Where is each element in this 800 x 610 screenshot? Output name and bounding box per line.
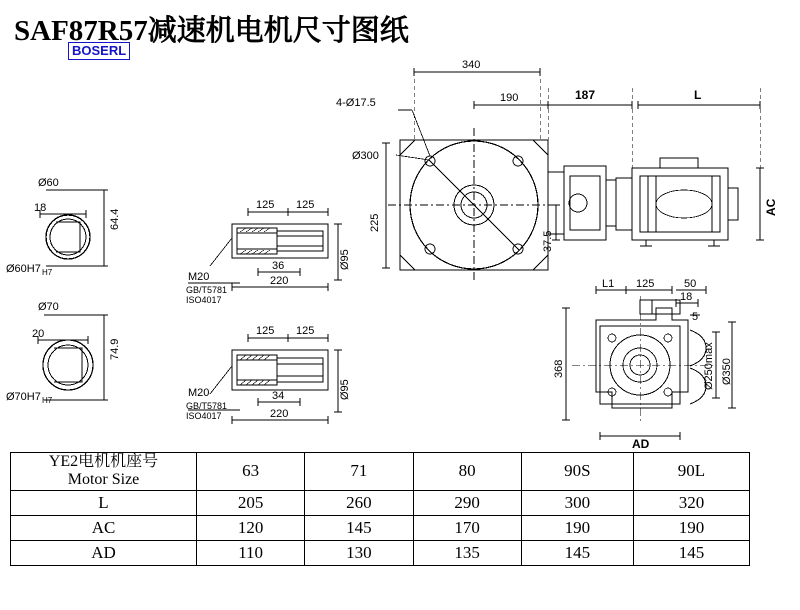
cell-AC-2: 170	[413, 515, 521, 540]
cell-L-3: 300	[521, 490, 633, 515]
label-5: 5	[692, 311, 699, 323]
label-d95-a: Ø95	[339, 249, 351, 270]
table-header-label	[11, 453, 197, 491]
page-title: SAF87R57减速机电机尺寸图纸	[14, 15, 409, 47]
cell-AC-4: 190	[633, 515, 749, 540]
logo-boserl: BOSERL	[68, 42, 130, 60]
motor-side-view	[616, 158, 764, 246]
label-iso-a: ISO4017	[186, 295, 222, 305]
row-label-AD: AD	[11, 540, 197, 565]
label-d300: Ø300	[352, 150, 379, 162]
label-50: 50	[684, 278, 697, 290]
label-d250max: Ø250max	[703, 342, 715, 390]
cell-AD-2: 135	[413, 540, 521, 565]
label-d70h7: Ø70H7	[6, 391, 41, 403]
table-header-row	[11, 453, 750, 491]
label-125-a: 125	[256, 199, 275, 211]
cell-AD-0: 110	[197, 540, 305, 565]
table-header-size-1: 71	[305, 453, 413, 491]
label-225: 225	[369, 213, 381, 232]
label-iso-b: ISO4017	[186, 411, 222, 421]
label-36: 36	[272, 260, 285, 272]
table-header-size-0: 63	[197, 453, 305, 491]
label-125-c: 125	[256, 325, 275, 337]
top-dimensions	[414, 68, 760, 178]
table-row	[11, 540, 750, 565]
svg-text:H7: H7	[42, 268, 53, 277]
label-220-a: 220	[270, 275, 289, 287]
table-header-label-cn: YE2电机机座号	[48, 453, 159, 470]
label-d350: Ø350	[721, 358, 733, 385]
label-4-holes: 4-Ø17.5	[336, 97, 376, 109]
left-dimensions	[382, 143, 560, 268]
cell-AD-1: 130	[305, 540, 413, 565]
cell-L-1: 260	[305, 490, 413, 515]
gearbox-input-adapter	[548, 166, 616, 240]
table-header-size-4: 90L	[633, 453, 749, 491]
cell-AC-3: 190	[521, 515, 633, 540]
label-d60h7: Ø60H7	[6, 263, 41, 275]
hollow-shaft-assembly-upper	[188, 208, 342, 291]
label-key18: 18	[34, 202, 47, 214]
table-header-size-2: 80	[413, 453, 521, 491]
label-L: L	[694, 88, 702, 102]
svg-text:H7: H7	[42, 396, 53, 405]
label-key20: 20	[32, 328, 45, 340]
label-125-e: 125	[636, 278, 655, 290]
label-368: 368	[553, 359, 565, 378]
label-h64-4: 64.4	[109, 208, 121, 230]
label-187: 187	[575, 88, 596, 102]
label-h74-9: 74.9	[109, 338, 121, 360]
label-AD: AD	[632, 437, 650, 451]
label-d95-b: Ø95	[339, 379, 351, 400]
label-190: 190	[500, 92, 519, 104]
table-header-label-en: Motor Size	[67, 471, 140, 489]
label-AC: AC	[764, 198, 778, 216]
label-m20-a: M20	[188, 271, 210, 283]
label-18: 18	[680, 291, 693, 303]
label-220-b: 220	[270, 408, 289, 420]
cell-AC-0: 120	[197, 515, 305, 540]
label-m20-b: M20	[188, 387, 210, 399]
label-d70: Ø70	[38, 301, 59, 313]
cell-AD-4: 145	[633, 540, 749, 565]
cell-L-0: 205	[197, 490, 305, 515]
label-125-b: 125	[296, 199, 315, 211]
label-gb-a: GB/T5781	[186, 285, 228, 295]
row-label-L: L	[11, 490, 197, 515]
label-L1: L1	[602, 278, 615, 290]
cell-AC-1: 145	[305, 515, 413, 540]
row-label-AC: AC	[11, 515, 197, 540]
shaft-60-view	[40, 190, 108, 266]
motor-size-table	[10, 452, 750, 566]
cell-L-2: 290	[413, 490, 521, 515]
label-d60: Ø60	[38, 177, 59, 189]
cell-L-4: 320	[633, 490, 749, 515]
label-gb-b: GB/T5781	[186, 401, 228, 411]
label-37-5: 37.5	[542, 230, 554, 252]
table-header-size-3: 90S	[521, 453, 633, 491]
cell-AD-3: 145	[521, 540, 633, 565]
table-row	[11, 490, 750, 515]
label-34: 34	[272, 390, 285, 402]
table-row	[11, 515, 750, 540]
label-340: 340	[462, 59, 481, 71]
shaft-70-view	[38, 315, 108, 400]
label-125-d: 125	[296, 325, 315, 337]
